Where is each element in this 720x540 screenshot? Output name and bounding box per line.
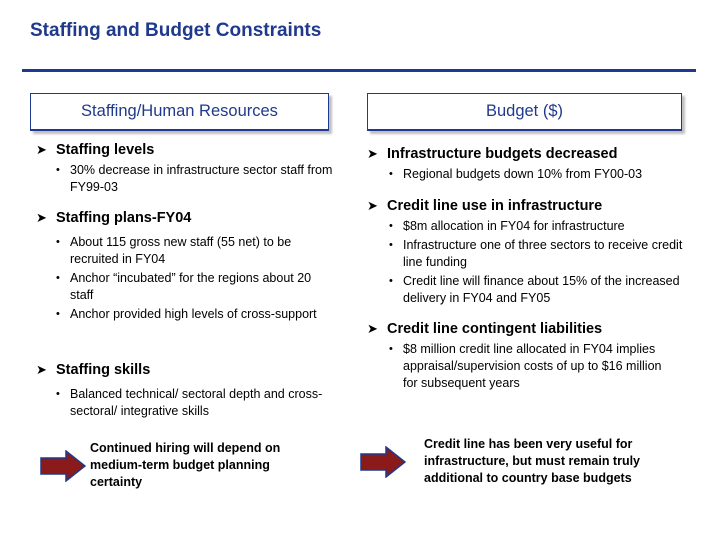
bullet-item: • Regional budgets down 10% from FY00-03	[389, 167, 643, 181]
arrowhead-bullet-icon: ➤	[367, 321, 378, 336]
bullet-item: • $8 million credit line allocated in FY04 implies appraisal/supervision costs of up to $16 million for subsequent years	[389, 342, 662, 390]
callout-text: Credit line has been very useful for infrastructure, but must remain truly additional to country base budgets	[424, 437, 641, 485]
bullet-item: • Anchor provided high levels of cross-support	[56, 307, 317, 321]
infrastructure-budgets-section	[367, 146, 697, 185]
budget-callout	[360, 436, 700, 487]
arrowhead-bullet-icon: ➤	[36, 362, 47, 377]
bullet-item: • Credit line will finance about 15% of the increased delivery in FY04 and FY05	[389, 274, 680, 305]
bullet-item: • $8m allocation in FY04 for infrastructure	[389, 219, 625, 233]
section-heading: Credit line use in infrastructure	[387, 198, 603, 214]
arrowhead-bullet-icon: ➤	[36, 142, 47, 157]
arrowhead-bullet-icon: ➤	[367, 198, 378, 213]
bullet-item: • About 115 gross new staff (55 net) to be recruited in FY04	[56, 235, 292, 266]
credit-line-liabilities-section	[367, 321, 697, 394]
credit-line-use-section	[367, 198, 687, 309]
bullet-item: • Balanced technical/ sectoral depth and cross-sectoral/ integrative skills	[56, 387, 323, 418]
arrowhead-bullet-icon: ➤	[367, 146, 378, 161]
staffing-levels-section	[36, 142, 336, 198]
section-heading: Staffing skills	[56, 362, 151, 378]
section-heading: Staffing plans-FY04	[56, 210, 192, 226]
staffing-skills-section	[36, 362, 336, 422]
page-title: Staffing and Budget Constraints	[30, 20, 322, 41]
section-heading: Infrastructure budgets decreased	[387, 146, 618, 162]
arrowhead-bullet-icon: ➤	[36, 210, 47, 225]
section-heading: Staffing levels	[56, 142, 155, 158]
budget-column-header: Budget ($)	[367, 93, 682, 131]
section-heading: Credit line contingent liabilities	[387, 321, 603, 337]
staffing-column-header: Staffing/Human Resources	[30, 93, 329, 131]
bullet-item: • 30% decrease in infrastructure sector staff from FY99-03	[56, 163, 333, 194]
callout-text: Continued hiring will depend on medium-term budget planning certainty	[90, 441, 281, 489]
bullet-item: • Infrastructure one of three sectors to receive credit line funding	[389, 238, 683, 269]
staffing-plans-section	[36, 210, 326, 325]
right-arrow-icon	[360, 446, 406, 478]
staffing-callout	[40, 440, 330, 491]
right-arrow-icon	[40, 450, 86, 482]
title-divider	[22, 69, 696, 72]
bullet-item: • Anchor “incubated” for the regions about 20 staff	[56, 271, 312, 302]
